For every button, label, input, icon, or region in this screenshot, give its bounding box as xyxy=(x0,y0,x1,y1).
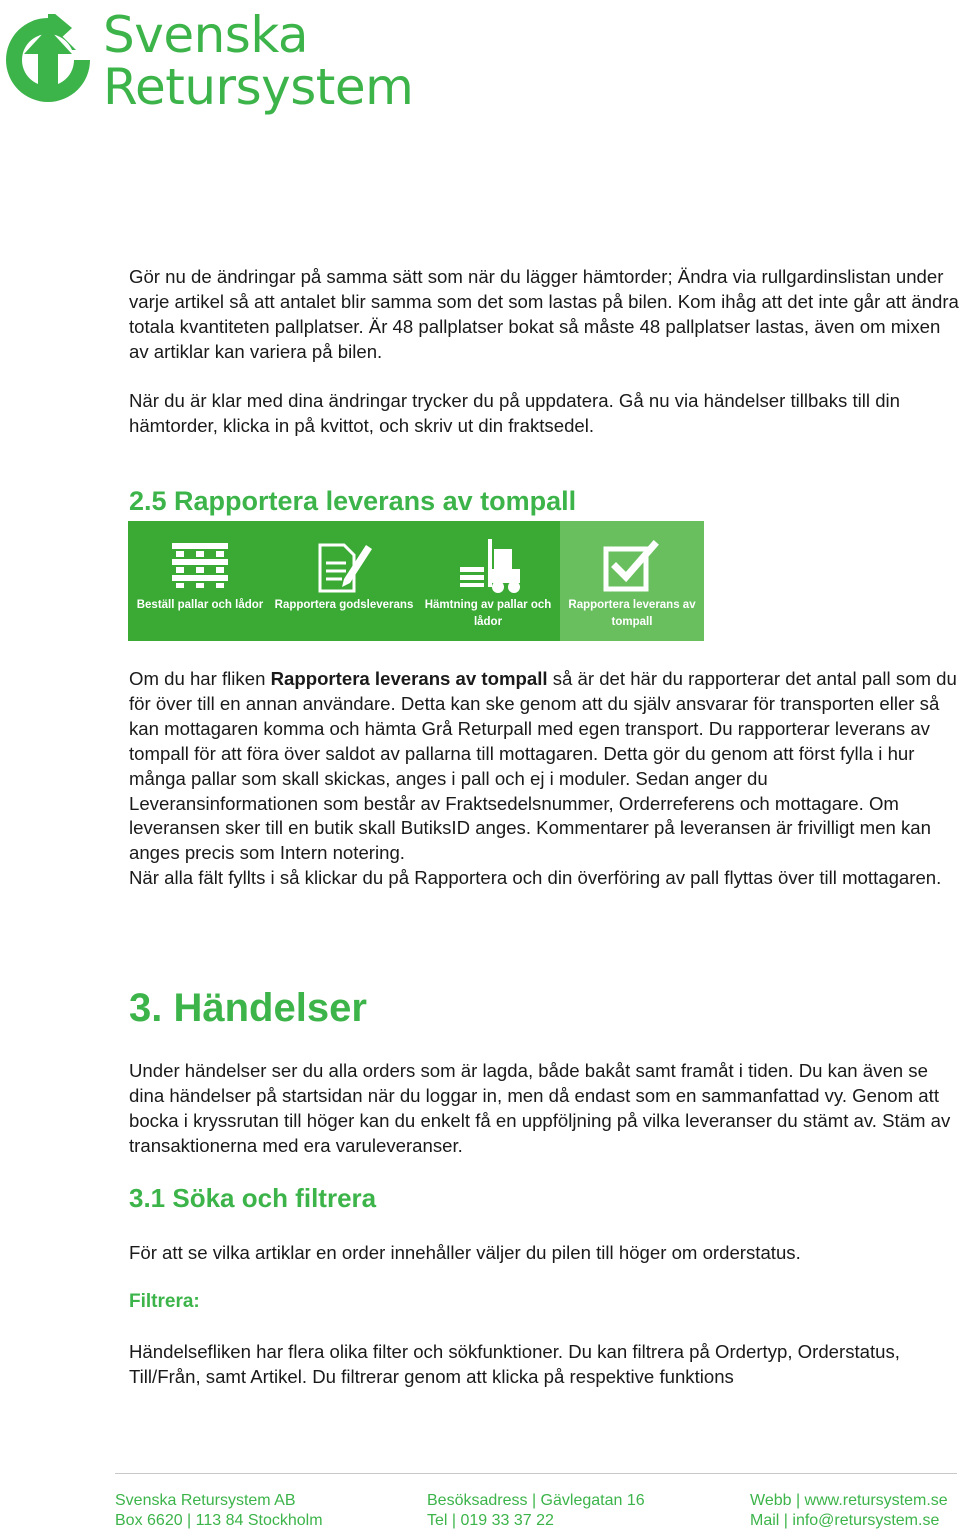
footer-company: Svenska Retursystem AB xyxy=(115,1492,296,1509)
section-2-5-body xyxy=(129,667,959,891)
return-arrow-logo-icon xyxy=(2,14,94,106)
emphasis-text: Rapportera leverans av tompall xyxy=(270,668,548,689)
filter-heading: Filtrera: xyxy=(129,1291,200,1312)
body-text: Om du har fliken xyxy=(129,668,271,689)
footer-phone: Tel | 019 33 37 22 xyxy=(427,1512,554,1529)
section-3-body: Under händelser ser du alla orders som är lagda, både bakåt samt framåt i tiden. Du kan även se dina händelser på startsidan när du loggar in, men då endast som en sammanfattad vy. Genom att bocka i kryssrutan till höger kan du enkelt få en uppföljning på vilka leveranser du stämt av. Stäm av transaktionerna med era varuleveranser. xyxy=(129,1060,951,1156)
tab-label: Beställ pallar och lådor xyxy=(136,599,264,611)
company-logo xyxy=(0,6,420,116)
section-3-1-heading: 3.1 Söka och filtrera xyxy=(129,1183,377,1213)
intro-paragraph-2: När du är klar med dina ändringar trycker du på uppdatera. Gå nu via händelser tillbaks till din hämtorder, klicka in på kvittot, och skriv ut din fraktsedel. xyxy=(129,390,901,436)
section-3-heading: 3. Händelser xyxy=(129,986,367,1030)
footer-visit-address: Besöksadress | Gävlegatan 16 xyxy=(427,1492,645,1509)
body-text: så är det här du rapporterar det antal pall som du för över till en annan användare. Detta kan ske genom att du själv ansvarar för transporten eller så kan mottagaren komma och hämta Grå Returpall med egen transport. Du rapporterar leverans av tompall för att föra över saldot av pallarna till mottagaren. Detta gör du genom att först fylla i hur många pallar som skall skickas, anges i pall och ej i moduler. Sedan anger du Leveransinformationen som består av Fraktsedelsnummer, Orderreferens och mottagare. Om leveransen sker till en butik skall ButiksID anges. Kommentarer på leveransen är frivilligt men kan anges precis som Intern notering. xyxy=(129,668,957,864)
forklift-icon xyxy=(458,539,522,595)
feature-tab-bar xyxy=(128,521,704,641)
footer-web-link[interactable]: Webb | www.retursystem.se xyxy=(750,1492,948,1509)
brand-name-line2: Retursystem xyxy=(103,58,414,116)
tab-label: Rapportera godsleverans xyxy=(274,599,414,611)
filter-body: Händelsefliken har flera olika filter och sökfunktioner. Du kan filtrera på Ordertyp, Orderstatus, Till/Från, samt Artikel. Du filtrerar genom att klicka på respektive funktions xyxy=(129,1341,900,1387)
footer-divider xyxy=(115,1473,957,1474)
brand-name-line1: Svenska xyxy=(103,6,309,64)
section-2-5-heading: 2.5 Rapportera leverans av tompall xyxy=(129,486,577,516)
tab-label: Hämtning av pallar och lådor xyxy=(424,599,552,628)
tab-rapportera-tompall[interactable] xyxy=(560,521,704,641)
tab-label: Rapportera leverans av tompall xyxy=(568,599,696,628)
intro-paragraph-1: Gör nu de ändringar på samma sätt som när du lägger hämtorder; Ändra via rullgardinslistan under varje artikel så att antalet blir samma som det som lastas på bilen. Kom ihåg att det inte går att ändra totala kvantiteten pallplatser. Är 48 pallplatser bokat så måste 48 pallplatser lastas, även om mixen av artiklar kan variera på bilen. xyxy=(129,266,959,362)
section-3-1-body: För att se vilka artiklar en order innehåller väljer du pilen till höger om orderstatus. xyxy=(129,1242,801,1263)
tab-bestall-pallar[interactable] xyxy=(128,521,272,641)
checkbox-icon xyxy=(602,539,662,595)
tab-rapportera-godsleverans[interactable] xyxy=(272,521,416,641)
body-text: När alla fält fyllts i så klickar du på Rapportera och din överföring av pall flyttas över till mottagaren. xyxy=(129,867,942,889)
footer-mail-link[interactable]: Mail | info@retursystem.se xyxy=(750,1512,940,1529)
pallet-stack-icon xyxy=(170,539,230,589)
footer-address: Box 6620 | 113 84 Stockholm xyxy=(115,1512,323,1529)
tab-hamtning-pallar[interactable] xyxy=(416,521,560,641)
document-pen-icon xyxy=(314,539,374,595)
